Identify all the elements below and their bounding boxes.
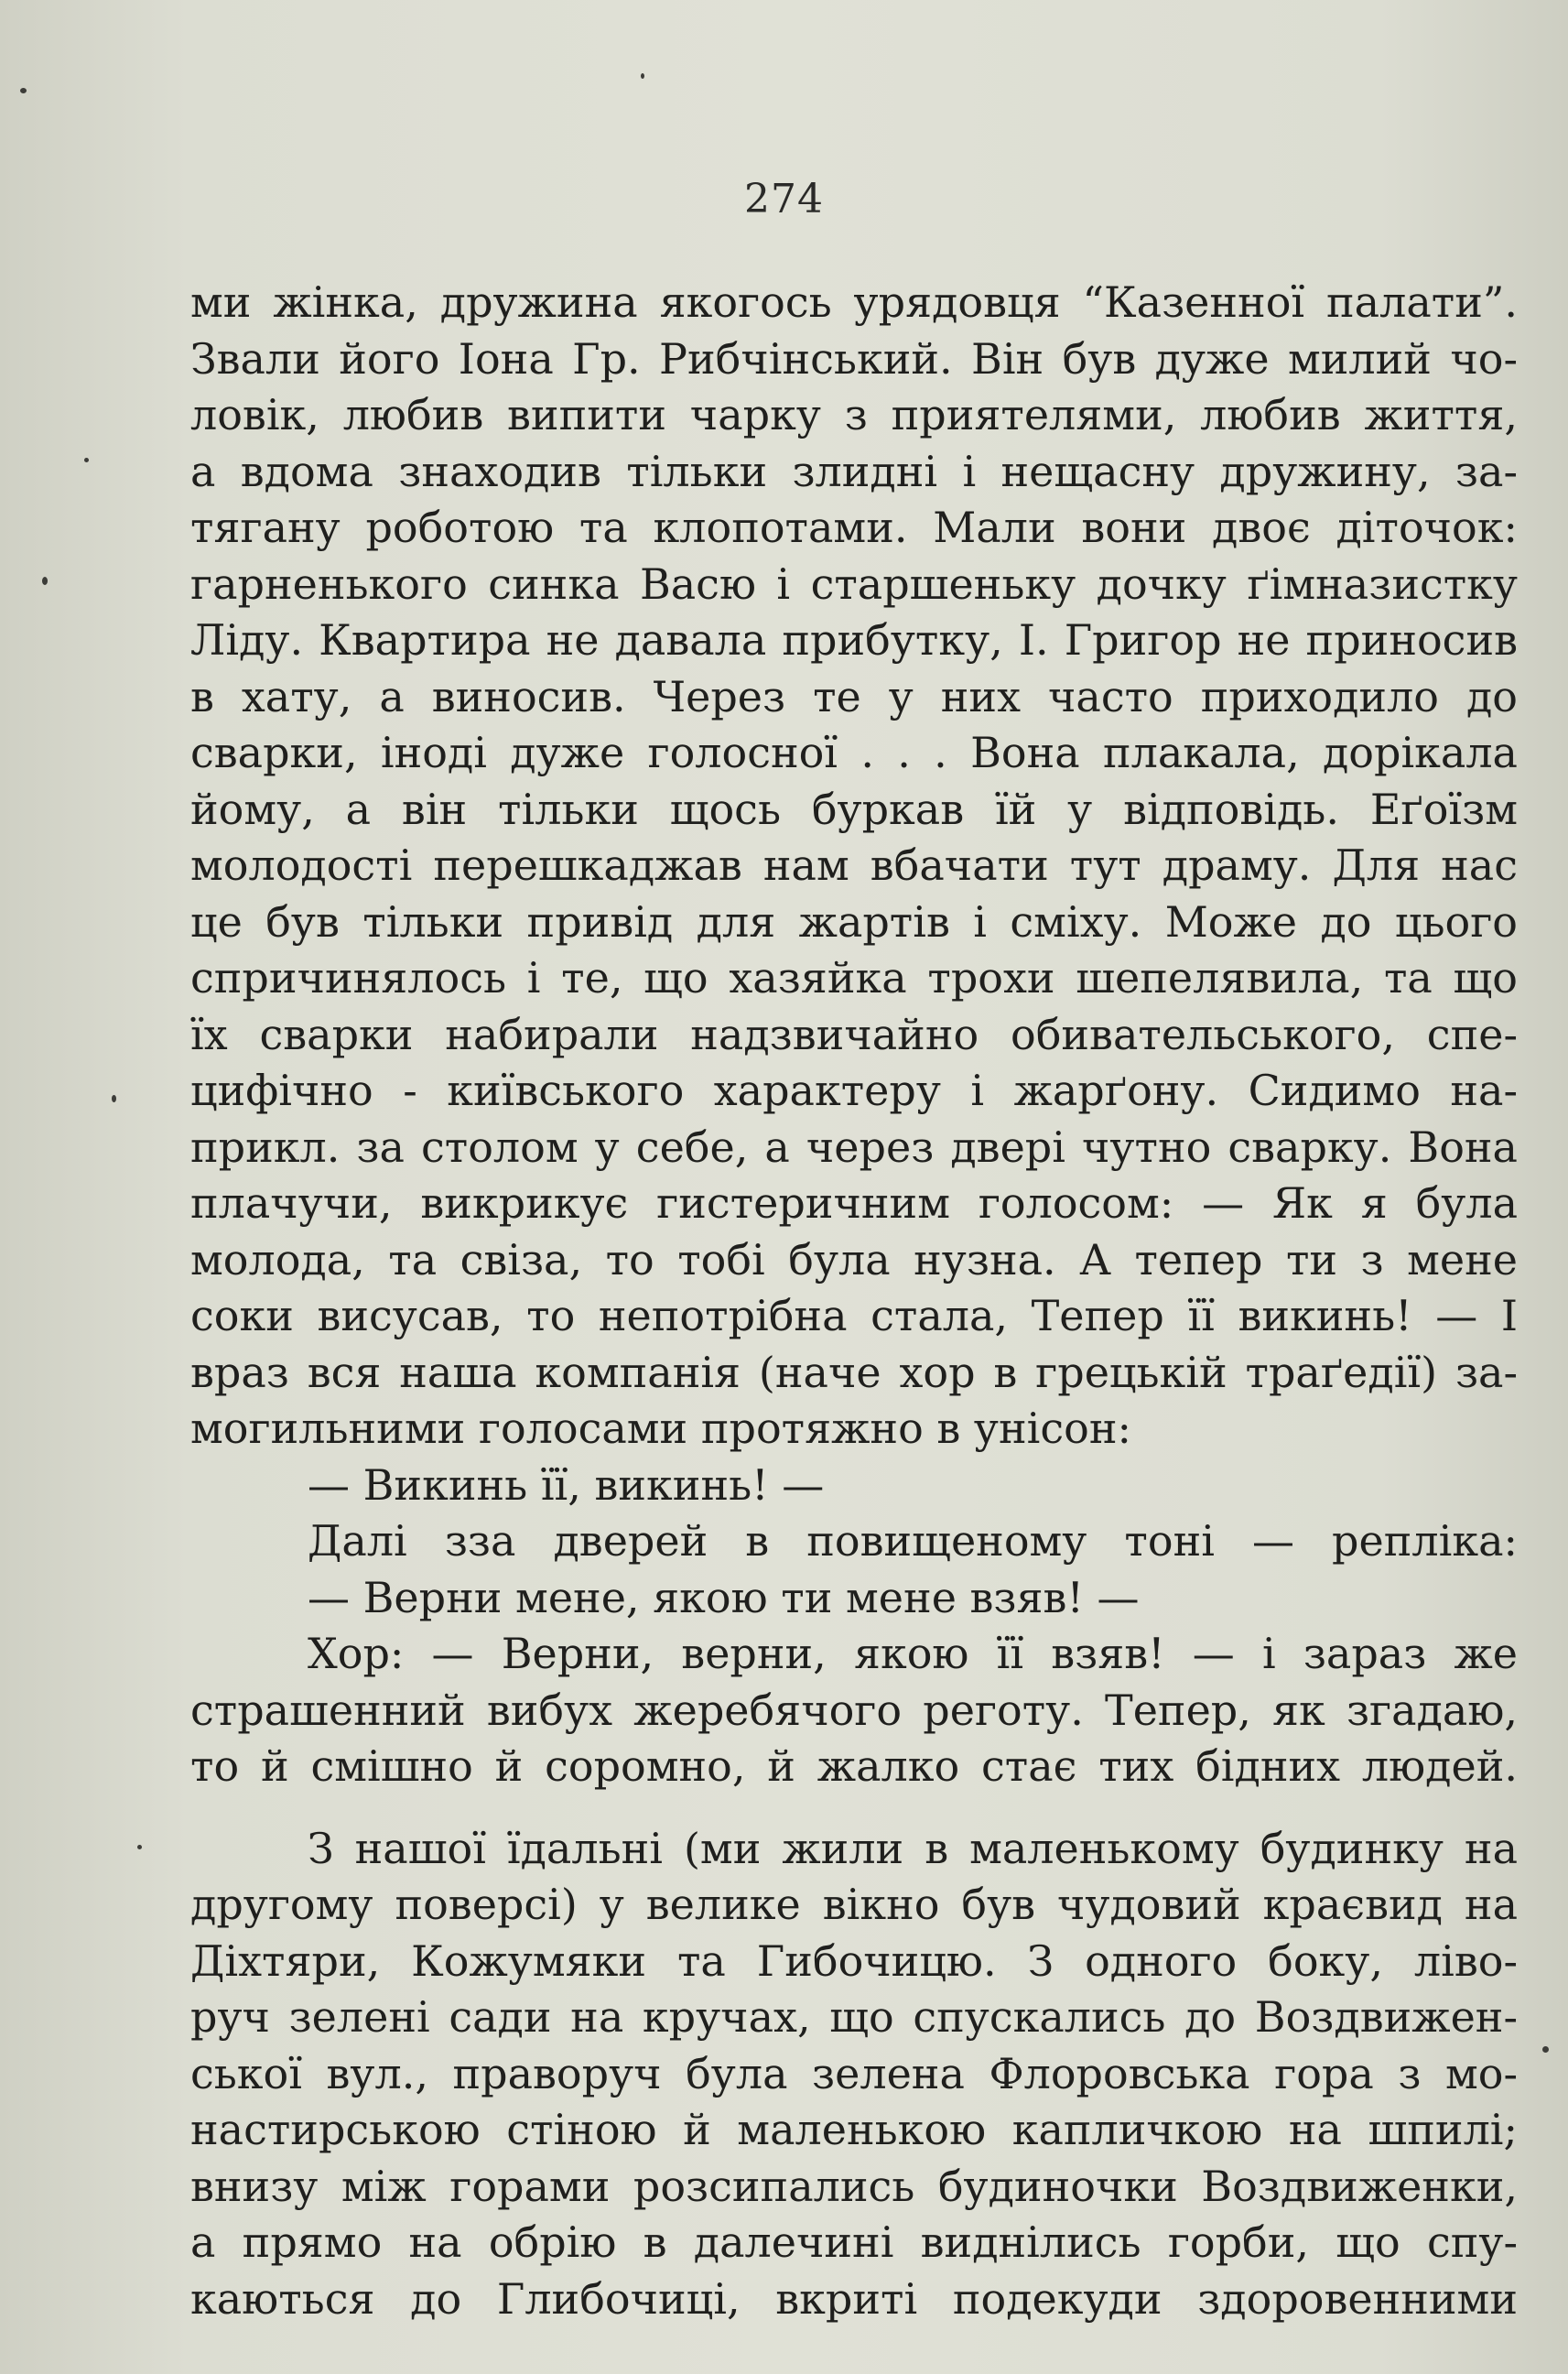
paper-speck	[112, 1095, 116, 1102]
text-line: Хор: — Верни, верни, якою її взяв! — і зараз же	[308, 1629, 1518, 1678]
dialogue-line: — Верни мене, якою ти мене взяв! —	[308, 1572, 1140, 1622]
dialogue-block	[190, 1458, 1518, 1627]
text-line: то й смішно й соромно, й жалко стає тих бідних людей.	[190, 1741, 1518, 1791]
paper-speck	[42, 577, 48, 585]
text-line: враз вся наша компанія (наче хор в грецькій траґедії) за-	[190, 1347, 1518, 1397]
paragraph-3	[190, 1821, 1518, 2328]
dialogue-line: — Викинь її, викинь! —	[308, 1459, 825, 1510]
text-line: другому поверсі) у велике вікно був чудовий краєвид на	[190, 1880, 1518, 1929]
page-number: 274	[744, 176, 824, 222]
text-line: соки висусав, то непотрібна стала, Тепер її викинь! — І	[190, 1291, 1518, 1340]
paper-speck	[1542, 2046, 1549, 2053]
paper-speck	[137, 1845, 142, 1849]
dialogue-line: Далі зза дверей в повищеному тоні — репліка:	[308, 1516, 1518, 1566]
text-line: каються до Глибочиці, вкриті подекуди здоровенними	[190, 2273, 1518, 2324]
text-line: цифічно - київського характеру і жарґону. Сидимо на-	[190, 1066, 1518, 1115]
paper-speck	[20, 88, 27, 93]
page-body	[190, 275, 1518, 2327]
text-line: Звали його Іона Гр. Рибчінський. Він був дуже милий чо-	[190, 333, 1518, 384]
text-line: а прямо на обрію в далечині виднілись горби, що спу-	[190, 2217, 1518, 2267]
text-line: плачучи, викрикує гистеричним голосом: — Як я була	[190, 1178, 1518, 1228]
text-line: внизу між горами розсипались будиночки Воздвиженки,	[190, 2161, 1518, 2211]
text-line: тягану роботою та клопотами. Мали вони двоє діточок:	[190, 503, 1518, 552]
text-line: в хату, а виносив. Через те у них часто приходило до	[190, 671, 1518, 721]
paper-speck	[641, 73, 644, 79]
paragraph-2	[190, 1626, 1518, 1795]
text-line: молода, та свіза, то тобі була нузна. А тепер ти з мене	[190, 1234, 1518, 1285]
text-line: настирською стіною й маленькою капличкою на шпилі;	[190, 2105, 1518, 2154]
text-line: ми жінка, дружина якогось урядовця “Казенної палати”.	[190, 277, 1518, 327]
text-line: ловік, любив випити чарку з приятелями, любив життя,	[190, 390, 1518, 439]
text-line: їх сварки набирали надзвичайно обивательського, спе-	[190, 1009, 1518, 1059]
text-line: прикл. за столом у себе, а через двері чутно сварку. Вона	[190, 1122, 1518, 1172]
paragraph-gap	[190, 1795, 1518, 1821]
text-line: страшенний вибух жеребячого реготу. Тепер, як згадаю,	[190, 1685, 1518, 1735]
paper-speck	[84, 458, 89, 462]
paragraph-1	[190, 275, 1518, 1458]
text-line: Діхтяри, Кожумяки та Гибочицю. З одного боку, ліво-	[190, 1935, 1518, 1986]
text-line: ської вул., праворуч була зелена Флоровська гора з мо-	[190, 2048, 1518, 2098]
text-line: руч зелені сади на кручах, що спускались до Воздвижен-	[190, 1992, 1518, 2042]
text-line: Ліду. Квартира не давала прибутку, І. Григор не приносив	[190, 615, 1518, 665]
text-line: сварки, іноді дуже голосної . . . Вона плакала, дорікала	[190, 728, 1518, 777]
text-line: гарненького синка Васю і старшеньку дочку ґімназистку	[190, 558, 1518, 609]
text-line: спричинялось і те, що хазяйка трохи шепелявила, та що	[190, 953, 1518, 1003]
text-line: молодості перешкаджав нам вбачати тут драму. Для нас	[190, 840, 1518, 890]
text-line: З нашої їдальні (ми жили в маленькому будинку на	[308, 1823, 1518, 1873]
text-line: могильними голосами протяжно в унісон:	[190, 1404, 1131, 1453]
text-line: а вдома знаходив тільки злидні і нещасну дружину, за-	[190, 446, 1518, 496]
text-line: це був тільки привід для жартів і сміху. Може до цього	[190, 896, 1518, 947]
text-line: йому, а він тільки щось буркав їй у відповідь. Еґоїзм	[190, 784, 1518, 834]
